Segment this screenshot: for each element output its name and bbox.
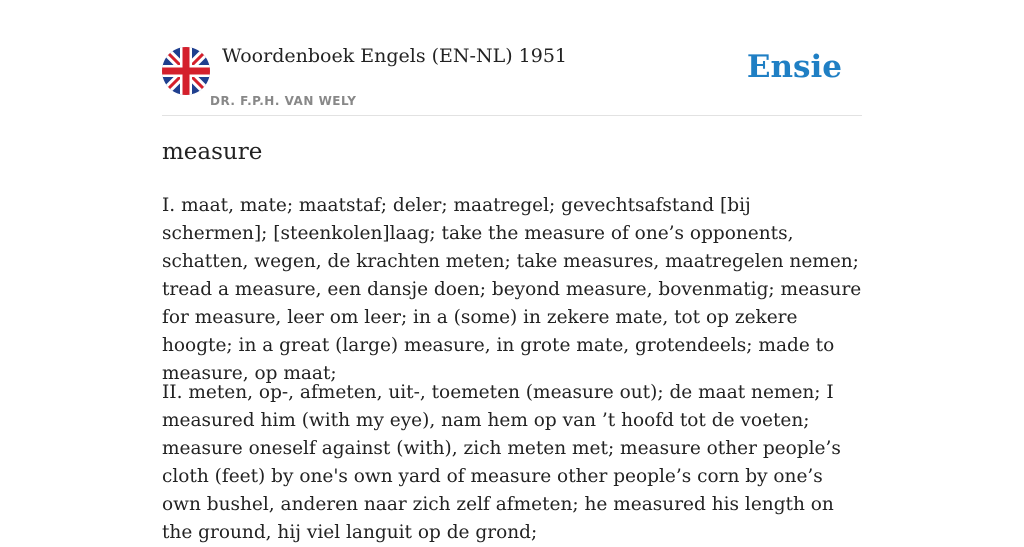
dictionary-author: DR. F.P.H. VAN WELY bbox=[210, 94, 357, 108]
definition-paragraph: I. maat, mate; maatstaf; deler; maatregel; gevechtsafstand [bij schermen]; [steenkolen]laag; take the measure of one’s opponents, schatten, wegen, de krachten meten; take measures, maatregelen nemen; tread a measure, een dansje doen; beyond measure, bovenmatig; measure for measure, leer om leer; in a (some) in zekere mate, tot op zekere hoogte; in a great (large) measure, in grote mate, grotendeels; made to measure, op maat; bbox=[162, 195, 862, 384]
dictionary-title[interactable]: Woordenboek Engels (EN-NL) 1951 bbox=[222, 45, 567, 67]
uk-flag-icon bbox=[162, 47, 210, 95]
ensie-logo[interactable]: Ensie bbox=[746, 49, 842, 85]
dictionary-page bbox=[162, 0, 862, 543]
dictionary-header bbox=[162, 0, 862, 116]
entry-headword: measure bbox=[162, 139, 263, 165]
definition-paragraph: II. meten, op-, afmeten, uit-, toemeten (measure out); de maat nemen; I measured him (with my eye), nam hem op van ’t hoofd tot de voeten; measure oneself against (with), zich meten met; measure other people’s cloth (feet) by one's own yard of measure other people’s corn by one’s own bushel, anderen naar zich zelf afmeten; he measured his length on the ground, hij viel languit op de grond; bbox=[162, 382, 841, 543]
